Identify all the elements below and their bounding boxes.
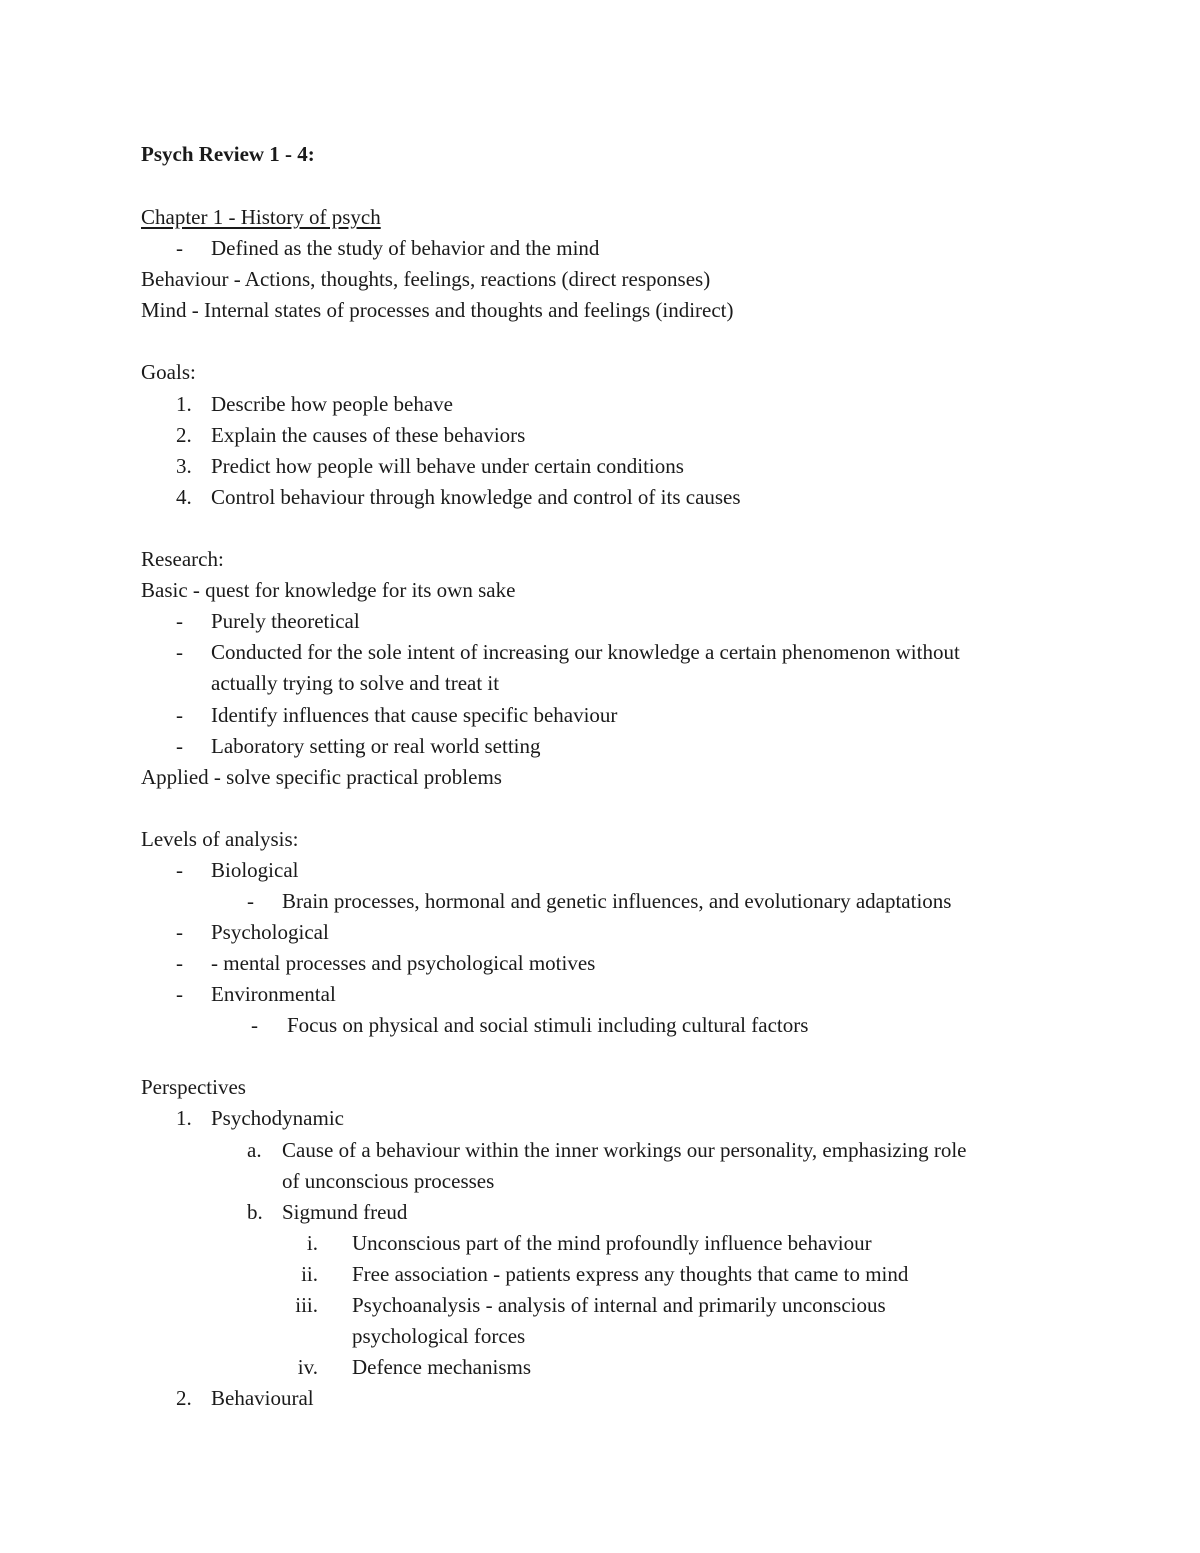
freud-item: Psychoanalysis - analysis of internal and primarily unconscious [352,1293,886,1317]
goal-item: Describe how people behave [211,392,453,416]
bullet-marker: - [176,982,183,1006]
level-psychological: Psychological [211,920,329,944]
list-number: 3. [176,454,192,478]
basic-bullet: Conducted for the sole intent of increasing our knowledge a certain phenomenon without [211,640,960,664]
perspectives-heading: Perspectives [141,1075,246,1099]
list-letter: a. [247,1138,262,1162]
chapter-heading: Chapter 1 - History of psych [141,205,381,229]
level-environmental-detail: Focus on physical and social stimuli including cultural factors [287,1013,809,1037]
level-environmental: Environmental [211,982,336,1006]
basic-bullet-continuation: actually trying to solve and treat it [211,671,500,695]
basic-bullet: Laboratory setting or real world setting [211,734,541,758]
bullet-marker: - [176,640,183,664]
bullet-marker: - [251,1013,258,1037]
list-number: 1. [176,1106,192,1130]
bullet-marker: - [176,703,183,727]
goal-item: Explain the causes of these behaviors [211,423,526,447]
freud-item: Defence mechanisms [352,1355,532,1379]
list-number: 4. [176,485,192,509]
definition-bullet: Defined as the study of behavior and the mind [211,236,600,260]
bullet-marker: - [176,236,183,260]
psychodynamic-point-a: Cause of a behaviour within the inner workings our personality, emphasizing role [282,1138,967,1162]
bullet-marker: - [247,889,254,913]
goal-item: Control behaviour through knowledge and control of its causes [211,485,741,509]
list-number: 1. [176,392,192,416]
psychodynamic-point-a-continuation: of unconscious processes [282,1169,495,1193]
freud-item: Unconscious part of the mind profoundly influence behaviour [352,1231,872,1255]
freud-item: Free association - patients express any thoughts that came to mind [352,1262,909,1286]
bullet-marker: - [176,858,183,882]
basic-bullet: Identify influences that cause specific behaviour [211,703,618,727]
list-roman: iv. [297,1355,318,1379]
bullet-marker: - [176,734,183,758]
goal-item: Predict how people will behave under certain conditions [211,454,684,478]
basic-bullet: Purely theoretical [211,609,360,633]
level-biological: Biological [211,858,299,882]
level-psychological-detail: - mental processes and psychological motives [211,951,596,975]
psychodynamic-point-b: Sigmund freud [282,1200,408,1224]
list-roman: iii. [295,1293,318,1317]
levels-heading: Levels of analysis: [141,827,299,851]
behaviour-line: Behaviour - Actions, thoughts, feelings, reactions (direct responses) [141,267,711,291]
list-letter: b. [247,1200,263,1224]
freud-item-continuation: psychological forces [352,1324,526,1348]
goals-heading: Goals: [141,360,196,384]
research-basic: Basic - quest for knowledge for its own sake [141,578,516,602]
list-roman: ii. [301,1262,318,1286]
list-number: 2. [176,423,192,447]
research-applied: Applied - solve specific practical problems [141,765,502,789]
research-heading: Research: [141,547,224,571]
bullet-marker: - [176,920,183,944]
bullet-marker: - [176,609,183,633]
perspective-behavioural: Behavioural [211,1386,314,1410]
list-roman: i. [306,1231,318,1255]
level-biological-detail: Brain processes, hormonal and genetic influences, and evolutionary adaptations [282,889,952,913]
bullet-marker: - [176,951,183,975]
perspective-psychodynamic: Psychodynamic [211,1106,344,1130]
list-number: 2. [176,1386,192,1410]
mind-line: Mind - Internal states of processes and thoughts and feelings (indirect) [141,298,734,322]
page-title: Psych Review 1 - 4: [141,142,315,166]
